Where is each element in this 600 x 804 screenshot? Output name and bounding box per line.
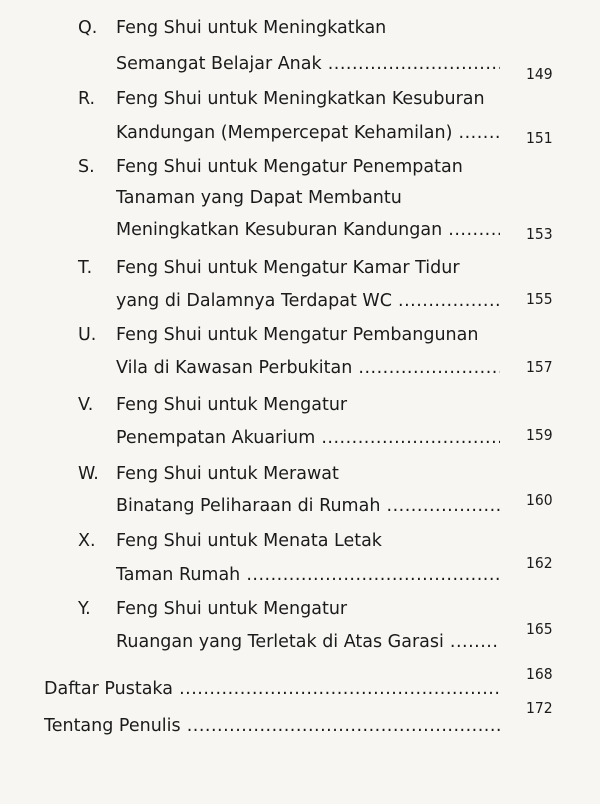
entry-line-last: Vila di Kawasan Perbukitan ..... (116, 357, 500, 379)
entry-page-number: 151 (526, 129, 553, 147)
entry-line: Feng Shui untuk Menata Letak (116, 531, 382, 551)
entry-line: Feng Shui untuk Mengatur Kamar Tidur (116, 258, 460, 278)
entry-line-last: yang di Dalamnya Terdapat WC ..... (116, 290, 500, 312)
entry-line: Feng Shui untuk Mengatur (116, 599, 348, 619)
entry-page-number: 159 (526, 426, 553, 444)
entry-page-number: 160 (526, 491, 553, 509)
entry-line-last: Taman Rumah ..... (116, 564, 500, 586)
entry-line: Feng Shui untuk Mengatur (116, 395, 348, 415)
entry-line-last: Meningkatkan Kesuburan Kandungan ..... (116, 219, 500, 241)
entry-page-number: 162 (526, 554, 553, 572)
entry-line-last: Binatang Peliharaan di Rumah ..... (116, 495, 500, 517)
entry-title: Tentang Penulis ..... (44, 715, 500, 737)
entry-letter: S. (78, 157, 95, 177)
entry-letter: R. (78, 89, 96, 109)
entry-line: Feng Shui untuk Mengatur Pembangunan (116, 325, 479, 345)
entry-letter: Q. (78, 18, 98, 38)
entry-letter: V. (78, 395, 94, 415)
entry-line: Tanaman yang Dapat Membantu (116, 188, 402, 208)
entry-line: Feng Shui untuk Merawat (116, 464, 339, 484)
entry-line: Feng Shui untuk Mengatur Penempatan (116, 157, 463, 177)
entry-page-number: 153 (526, 225, 553, 243)
entry-line-last: Kandungan (Mempercepat Kehamilan) ..... (116, 122, 500, 144)
entry-letter: U. (78, 325, 97, 345)
entry-page-number: 155 (526, 290, 553, 308)
entry-page-number: 165 (526, 620, 553, 638)
entry-page-number: 168 (526, 665, 553, 683)
entry-line-last: Penempatan Akuarium ..... (116, 427, 500, 449)
entry-page-number: 172 (526, 699, 553, 717)
entry-letter: X. (78, 531, 96, 551)
entry-page-number: 149 (526, 65, 553, 83)
entry-title: Daftar Pustaka ..... (44, 678, 500, 700)
entry-letter: Y. (78, 599, 91, 619)
entry-line-last: Ruangan yang Terletak di Atas Garasi ..... (116, 631, 500, 653)
entry-line: Feng Shui untuk Meningkatkan (116, 18, 387, 38)
entry-line: Feng Shui untuk Meningkatkan Kesuburan (116, 89, 485, 109)
entry-letter: W. (78, 464, 99, 484)
entry-letter: T. (78, 258, 93, 278)
entry-line-last: Semangat Belajar Anak ..... (116, 53, 500, 75)
entry-page-number: 157 (526, 358, 553, 376)
